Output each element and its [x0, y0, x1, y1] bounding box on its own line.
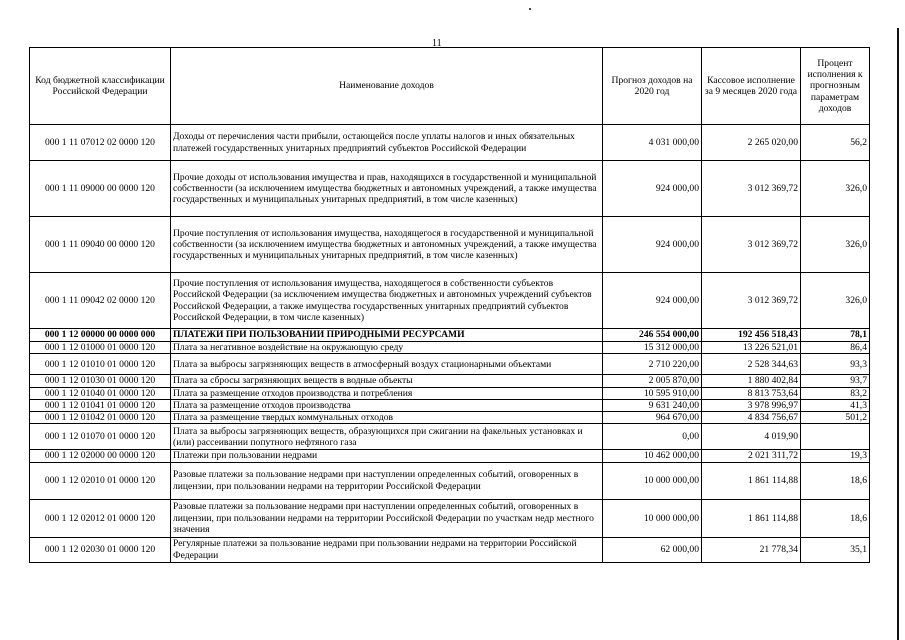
row-forecast: 15 312 000,00	[603, 342, 702, 354]
row-name: Плата за выбросы загрязняющих веществ в атмосферный воздух стационарными объектами	[171, 354, 603, 375]
row-percent: 326,0	[801, 161, 870, 217]
table-row	[30, 161, 870, 217]
row-code: 000 1 12 01040 01 0000 120	[30, 387, 171, 399]
row-cash: 2 265 020,00	[702, 125, 801, 161]
row-name: Плата за сбросы загрязняющих веществ в водные объекты	[171, 375, 603, 387]
row-percent: 78,1	[801, 329, 870, 342]
row-code: 000 1 12 01070 01 0000 120	[30, 424, 171, 450]
row-percent: 18,6	[801, 499, 870, 537]
table-header-row	[30, 48, 870, 125]
row-name: Регулярные платежи за пользование недрами при пользовании недрами на территории Российской Федерации	[171, 537, 603, 562]
row-percent: 56,2	[801, 125, 870, 161]
row-percent: 93,3	[801, 354, 870, 375]
row-name: Плата за размещение твердых коммунальных отходов	[171, 412, 603, 424]
row-code: 000 1 12 02012 01 0000 120	[30, 499, 171, 537]
row-cash: 4 019,90	[702, 424, 801, 450]
row-cash: 1 861 114,88	[702, 462, 801, 499]
row-forecast: 0,00	[603, 424, 702, 450]
table-row	[30, 273, 870, 329]
table-row	[30, 387, 870, 399]
row-percent: 86,4	[801, 342, 870, 354]
row-cash: 13 226 521,01	[702, 342, 801, 354]
row-percent	[801, 424, 870, 450]
row-cash: 3 012 369,72	[702, 161, 801, 217]
row-forecast: 10 000 000,00	[603, 462, 702, 499]
row-name: Платежи при пользовании недрами	[171, 450, 603, 462]
header-cash: Кассовое исполнение за 9 месяцев 2020 года	[702, 48, 801, 125]
row-forecast: 10 595 910,00	[603, 387, 702, 399]
row-forecast: 4 031 000,00	[603, 125, 702, 161]
table-row	[30, 354, 870, 375]
row-percent: 35,1	[801, 537, 870, 562]
table-row	[30, 499, 870, 537]
row-forecast: 246 554 000,00	[603, 329, 702, 342]
header-code: Код бюджетной классификации Российской Федерации	[30, 48, 171, 125]
header-percent: Процент исполнения к прогнозным параметрам доходов	[801, 48, 870, 125]
row-percent: 326,0	[801, 217, 870, 273]
row-forecast: 2 710 220,00	[603, 354, 702, 375]
row-name: Прочие доходы от использования имущества и прав, находящихся в государственной и муниципальной собственности (за исключением имущества бюджетных и автономных учреждений, а также имущества государственных и муниципальных унитарных предприятий, в том числе казенных)	[171, 161, 603, 217]
row-forecast: 10 462 000,00	[603, 450, 702, 462]
row-name: Прочие поступления от использования имущества, находящегося в собственности субъектов Российской Федерации (за исключением имущества бюджетных и автономных учреждений субъектов Российской Федерации, а также имущества государственных унитарных предприятий субъектов Российской Федерации, в том числе казенных)	[171, 273, 603, 329]
row-forecast: 9 631 240,00	[603, 399, 702, 411]
row-code: 000 1 11 09000 00 0000 120	[30, 161, 171, 217]
row-code: 000 1 11 09042 02 0000 120	[30, 273, 171, 329]
row-name: Прочие поступления от использования имущества, находящегося в государственной и муниципальной собственности (за исключением имущества бюджетных и автономных учреждений, а также имущества государственных и муниципальных унитарных предприятий, в том числе казенных)	[171, 217, 603, 273]
row-code: 000 1 11 09040 00 0000 120	[30, 217, 171, 273]
table-row	[30, 424, 870, 450]
row-cash: 21 778,34	[702, 537, 801, 562]
row-forecast: 924 000,00	[603, 217, 702, 273]
scan-dot	[529, 8, 531, 10]
row-cash: 3 012 369,72	[702, 217, 801, 273]
page-number: 11	[432, 38, 442, 49]
row-percent: 83,2	[801, 387, 870, 399]
row-code: 000 1 12 00000 00 0000 000	[30, 329, 171, 342]
table-row	[30, 217, 870, 273]
row-cash: 1 880 402,84	[702, 375, 801, 387]
income-table	[29, 47, 870, 563]
row-code: 000 1 12 01010 01 0000 120	[30, 354, 171, 375]
row-cash: 2 528 344,63	[702, 354, 801, 375]
table-row	[30, 125, 870, 161]
row-code: 000 1 12 02000 00 0000 120	[30, 450, 171, 462]
row-percent: 93,7	[801, 375, 870, 387]
row-code: 000 1 12 01042 01 0000 120	[30, 412, 171, 424]
table-row	[30, 329, 870, 342]
row-name: Доходы от перечисления части прибыли, остающейся после уплаты налогов и иных обязательных платежей государственных унитарных предприятий субъектов Российской Федерации	[171, 125, 603, 161]
header-name: Наименование доходов	[171, 48, 603, 125]
row-forecast: 964 670,00	[603, 412, 702, 424]
row-cash: 3 012 369,72	[702, 273, 801, 329]
table-row	[30, 450, 870, 462]
row-name: Плата за выбросы загрязняющих веществ, образующихся при сжигании на факельных установках и (или) рассеивании попутного нефтяного газа	[171, 424, 603, 450]
row-forecast: 2 005 870,00	[603, 375, 702, 387]
row-cash: 4 834 756,67	[702, 412, 801, 424]
row-forecast: 924 000,00	[603, 161, 702, 217]
row-cash: 8 813 753,64	[702, 387, 801, 399]
row-code: 000 1 12 01000 01 0000 120	[30, 342, 171, 354]
row-code: 000 1 12 02030 01 0000 120	[30, 537, 171, 562]
header-forecast: Прогноз доходов на 2020 год	[603, 48, 702, 125]
table-row	[30, 462, 870, 499]
table-row	[30, 537, 870, 562]
page-edge-line	[897, 28, 899, 640]
table-row	[30, 342, 870, 354]
table-row	[30, 399, 870, 411]
row-name: ПЛАТЕЖИ ПРИ ПОЛЬЗОВАНИИ ПРИРОДНЫМИ РЕСУРСАМИ	[171, 329, 603, 342]
row-percent: 18,6	[801, 462, 870, 499]
row-forecast: 10 000 000,00	[603, 499, 702, 537]
row-forecast: 62 000,00	[603, 537, 702, 562]
row-code: 000 1 12 01030 01 0000 120	[30, 375, 171, 387]
row-percent: 41,3	[801, 399, 870, 411]
row-cash: 2 021 311,72	[702, 450, 801, 462]
row-cash: 3 978 996,97	[702, 399, 801, 411]
row-code: 000 1 11 07012 02 0000 120	[30, 125, 171, 161]
row-name: Разовые платежи за пользование недрами при наступлении определенных событий, оговоренных в лицензии, при пользовании недрами на территории Российской Федерации по участкам недр местного значения	[171, 499, 603, 537]
row-name: Плата за негативное воздействие на окружающую среду	[171, 342, 603, 354]
table-body	[30, 125, 870, 563]
row-percent: 19,3	[801, 450, 870, 462]
row-percent: 501,2	[801, 412, 870, 424]
row-code: 000 1 12 02010 01 0000 120	[30, 462, 171, 499]
row-forecast: 924 000,00	[603, 273, 702, 329]
table-row	[30, 375, 870, 387]
row-percent: 326,0	[801, 273, 870, 329]
row-name: Плата за размещение отходов производства и потребления	[171, 387, 603, 399]
table-row	[30, 412, 870, 424]
row-cash: 192 456 518,43	[702, 329, 801, 342]
row-cash: 1 861 114,88	[702, 499, 801, 537]
row-code: 000 1 12 01041 01 0000 120	[30, 399, 171, 411]
row-name: Разовые платежи за пользование недрами при наступлении определенных событий, оговоренных в лицензии, при пользовании недрами на территории Российской Федерации	[171, 462, 603, 499]
row-name: Плата за размещение отходов производства	[171, 399, 603, 411]
